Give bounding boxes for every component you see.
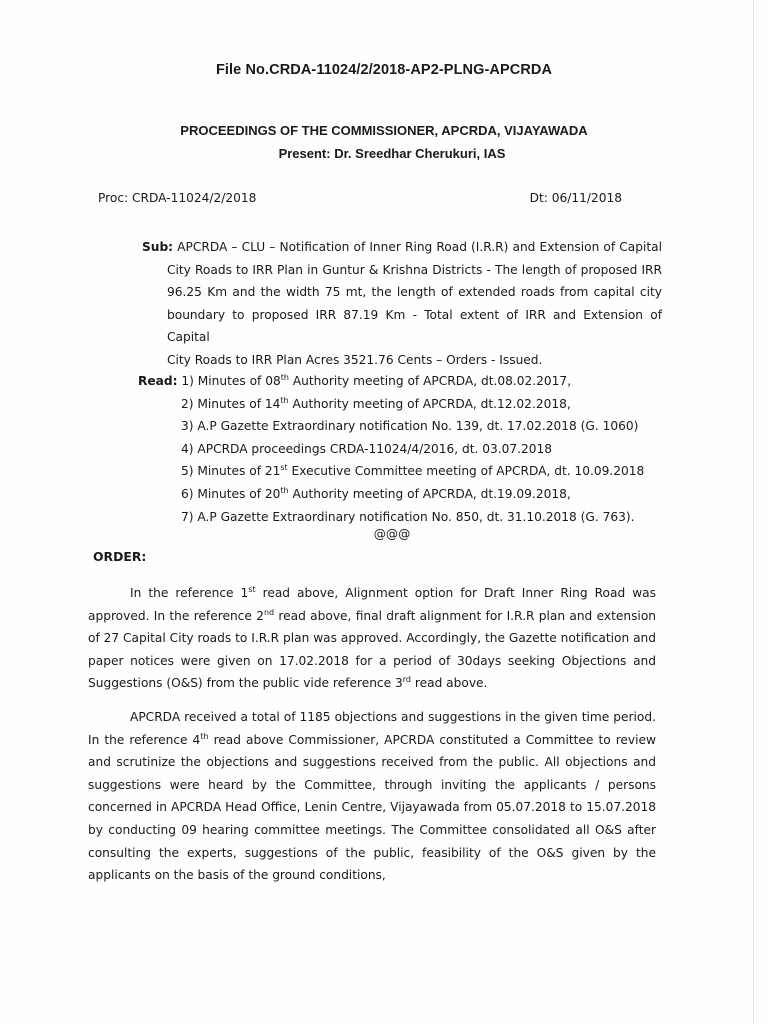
subject-line-3: 96.25 Km and the width 75 mt, the length of extended roads from capital city — [167, 285, 662, 300]
read-label: Read: — [138, 374, 178, 388]
subject-label: Sub: — [142, 240, 174, 254]
subject-line-5: City Roads to IRR Plan Acres 3521.76 Cents – Orders - Issued. — [167, 352, 543, 367]
read-item-7: 7) A.P Gazette Extraordinary notification No. 850, dt. 31.10.2018 (G. 763). — [181, 509, 635, 524]
proc-line — [98, 191, 622, 205]
order-paragraph-2: APCRDA received a total of 1185 objections and suggestions in the given time period. In the reference 4th read above Commissioner, APCRDA constituted a Committee to review and scrutinize the objections and suggestions received from the public. All objections and suggestions were heard by the Committee, through inviting the applicants / persons concerned in APCRDA Head Office, Lenin Centre, Vijayawada from 05.07.2018 to 15.07.2018 by conducting 09 hearing committee meetings. The Committee consolidated all O&S after consulting the experts, suggestions of the public, feasibility of the O&S given by the applicants on the basis of the ground conditions, — [88, 710, 656, 883]
read-item-5: 5) Minutes of 21st Executive Committee meeting of APCRDA, dt. 10.09.2018 — [181, 463, 645, 479]
order-label: ORDER: — [93, 549, 147, 564]
proc-number: Proc: CRDA-11024/2/2018 — [98, 191, 257, 205]
read-item-3: 3) A.P Gazette Extraordinary notification No. 139, dt. 17.02.2018 (G. 1060) — [181, 419, 639, 434]
read-references — [138, 370, 645, 528]
file-number: File No.CRDA-11024/2/2018-AP2-PLNG-APCRDA — [215, 62, 553, 78]
subject-line-1: Sub: APCRDA – CLU – Notification of Inner Ring Road (I.R.R) and Extension of Capital — [142, 240, 662, 254]
present-line: Present: Dr. Sreedhar Cherukuri, IAS — [278, 146, 506, 161]
separator: @@@ — [373, 527, 411, 541]
subject-line-4: boundary to proposed IRR 87.19 Km - Total extent of IRR and Extension of Capital — [167, 307, 662, 345]
proceedings-title: PROCEEDINGS OF THE COMMISSIONER, APCRDA, VIJAYAWADA — [180, 123, 588, 138]
read-item-4: 4) APCRDA proceedings CRDA-11024/4/2016, dt. 03.07.2018 — [181, 441, 553, 456]
read-item-1: Read: 1) Minutes of 08th Authority meeting of APCRDA, dt.08.02.2017, — [138, 372, 572, 388]
subject-block — [142, 236, 662, 372]
read-item-6: 6) Minutes of 20th Authority meeting of APCRDA, dt.19.09.2018, — [181, 485, 571, 501]
subject-line-2: City Roads to IRR Plan in Guntur & Krishna Districts - The length of proposed IRR — [167, 262, 662, 277]
read-item-2: 2) Minutes of 14th Authority meeting of APCRDA, dt.12.02.2018, — [181, 395, 571, 411]
proc-date: Dt: 06/11/2018 — [529, 191, 622, 205]
order-paragraph-1: In the reference 1st read above, Alignment option for Draft Inner Ring Road was approved. In the reference 2nd read above, final draft alignment for I.R.R plan and extension of 27 Capital City roads to I.R.R plan was approved. Accordingly, the Gazette notification and paper notices were given on 17.02.2018 for a period of 30days seeking Objections and Suggestions (O&S) from the public vide reference 3rd read above. — [88, 584, 657, 691]
